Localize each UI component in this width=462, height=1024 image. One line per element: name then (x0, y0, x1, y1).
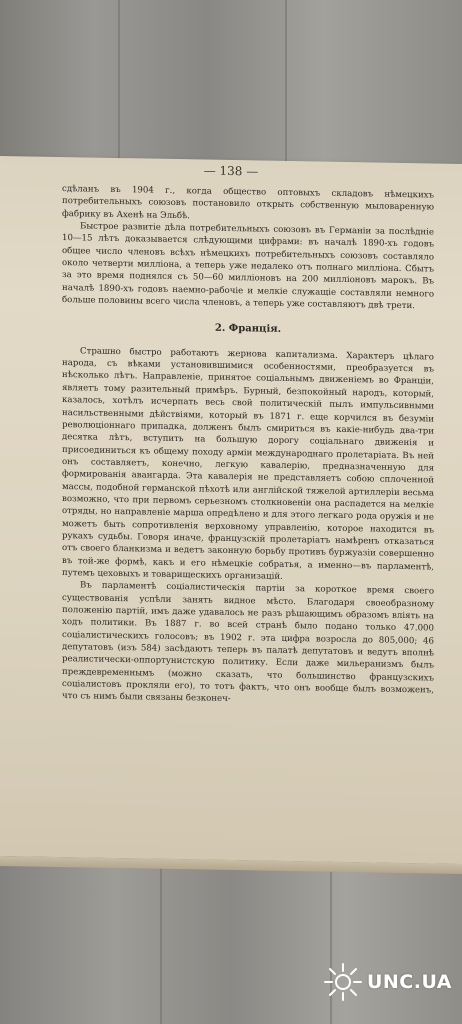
wood-seam (160, 850, 162, 1024)
paragraph: сдѣланъ въ 1904 г., когда общество оптовыхъ складовъ нѣмецкихъ потребительныхъ союзовъ постановило открыть собственную мыловаренную фабрику въ Ахенѣ на Эльбѣ. (62, 184, 434, 221)
paragraph: Быстрое развитіе дѣла потребительныхъ союзовъ въ Германіи за послѣдніе 10—15 лѣтъ доказывается слѣдующими цифрами: въ началѣ 1890-хъ годовъ общее число членовъ всѣхъ нѣмецкихъ потребительныхъ союзовъ составляло около четверти милліона, а теперь уже недалеко отъ полнаго милліона. Сбытъ за это время поднялся съ 50—60 милліоновъ на 200 милліоновъ марокъ. Въ началѣ 1890-хъ годовъ наемно-рабочіе и мелкіе служащіе составляли немного больше половины всего числа членовъ, а теперь уже составляютъ двѣ трети. (62, 221, 434, 312)
book-page (0, 156, 462, 864)
page-number: — 138 — (203, 163, 259, 179)
paragraph: Страшно быстро работаютъ жернова капитализма. Характеръ цѣлаго народа, съ вѣками установившимися особенностями, преобразуется въ нѣсколько лѣтъ. Направленіе, принятое соціальнымъ движеніемъ во Франціи, являетъ тому разительный примѣръ. Бурный, безпокойный народъ, который, казалось, хотѣлъ исчерпать весь свой политическій пылъ импульсивными насильственными дѣйствіями, который въ 1871 г. еще корчился въ безуміи революціоннаго припадка, долженъ былъ смириться въ какіе-нибудь два-три десятка лѣтъ, вступить на большую дорогу соціальнаго движенія и присоединиться къ общему походу арміи международнаго пролетаріата. Въ ней онъ составляетъ, конечно, легкую кавалерію, предназначенную для формированія авангарда. Эта кавалерія не представляетъ собою сплоченной массы, подобной германской пѣхотѣ или англійской тяжелой артиллеріи весьма возможно, что при первомъ серьезномъ столкновеніи она распадется на мелкіе отряды, но направленіе марша опредѣлено и для этого легкаго рода оружія и не можетъ быть сопротивленія верховному управленію, которое находится въ рукахъ судьбы. Говоря иначе, французскій пролетаріатъ намѣренъ отказаться отъ своего бланкизма и ведетъ законную борьбу противъ буржуазіи совершенно въ той-же формѣ, какъ и его нѣмецкіе собратья, а именно—въ парламентѣ, путемъ цеховыхъ и товарищескихъ организацій. (62, 346, 434, 582)
paragraph: Въ парламентѣ соціалистическія партіи за короткое время своего существованія успѣли занять видное мѣсто. Благодаря своеобразному положенію партій, имъ даже удавалось не разъ рѣшающимъ образомъ вліять на ходъ политики. Въ 1887 г. во всей странѣ было подано только 47.000 соціалистическихъ голосовъ; въ 1902 г. эта цифра возросла до 805,000; 46 депутатовъ (изъ 584) засѣдаютъ теперь въ палатѣ депутатовъ и ведутъ вполнѣ реалистически-оппортунистскую политику. Если даже мильеранизмъ былъ преждевременнымъ (можно сказать, что большинство французскихъ соціалистовъ прокляли его), то тотъ фактъ, что онъ вообще былъ возможенъ, что съ нимъ были связаны безконеч- (62, 580, 434, 705)
watermark (323, 962, 452, 1002)
watermark-text: UNC.UA (366, 971, 452, 993)
page-text (62, 183, 434, 709)
sun-logo-icon (323, 962, 363, 1002)
section-heading: 2. Франція. (214, 323, 282, 336)
